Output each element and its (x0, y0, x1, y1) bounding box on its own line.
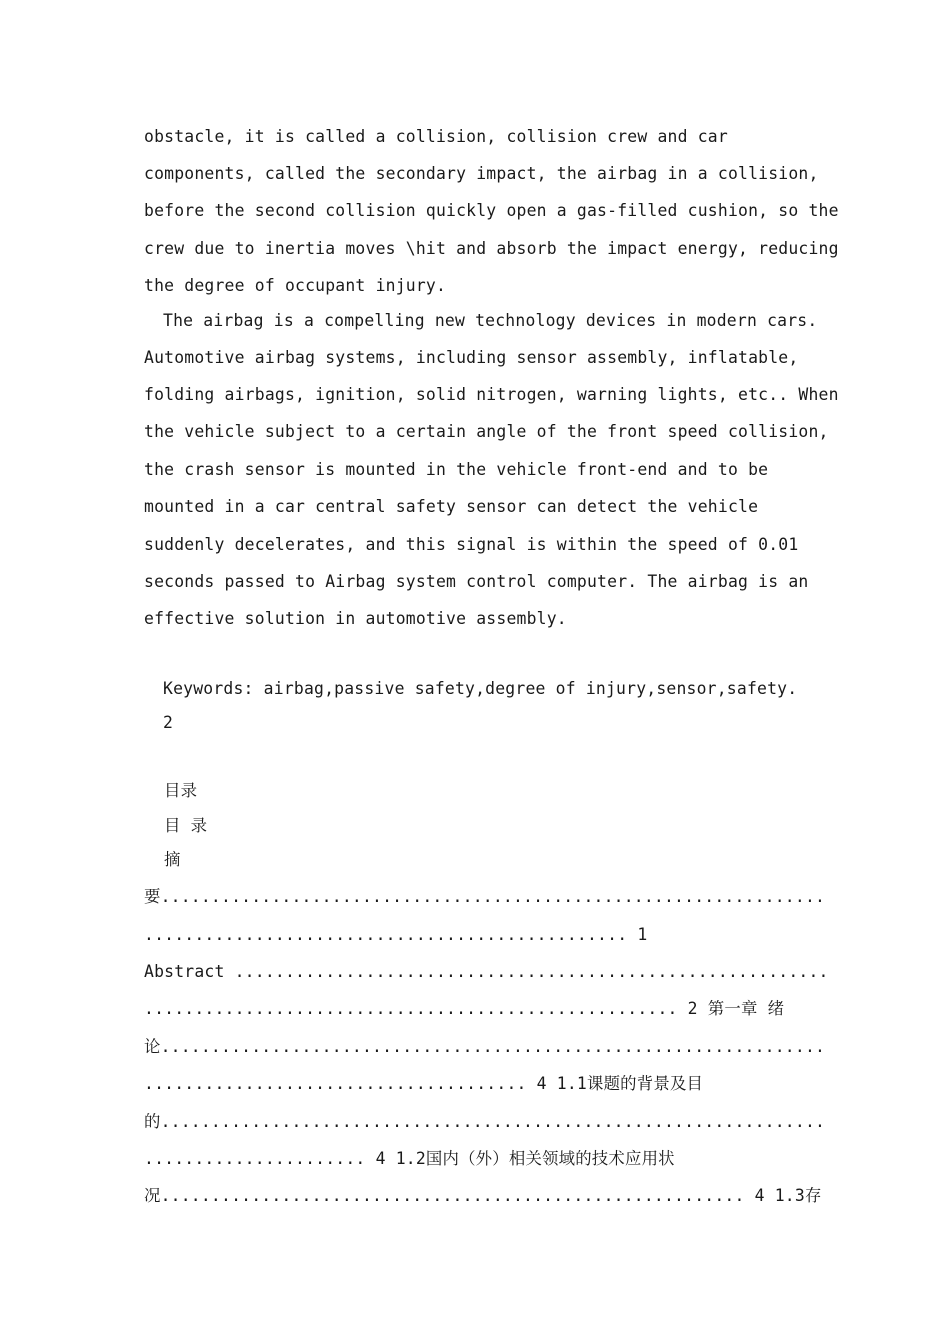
toc-entry-line: 况.......................................................... 4 1.3存 (144, 1186, 822, 1205)
keywords: Keywords: airbag,passive safety,degree of injury,sensor,safety. (163, 679, 798, 698)
toc-heading: 目录 (164, 781, 198, 800)
abstract-line: crew due to inertia moves \hit and absorb the impact energy, reducing (144, 239, 839, 258)
abstract-p2-line: the vehicle subject to a certain angle of the front speed collision, (144, 422, 829, 441)
abstract-line: the degree of occupant injury. (144, 276, 447, 295)
toc-entry-line: 的.................................................................. (144, 1112, 826, 1131)
abstract-p2-line: mounted in a car central safety sensor can detect the vehicle (144, 497, 759, 516)
page-number: 2 (163, 713, 174, 732)
abstract-line: components, called the secondary impact, the airbag in a collision, (144, 164, 819, 183)
toc-entry-line: 摘 (164, 850, 181, 869)
toc-entry-line: 要.................................................................. (144, 887, 826, 906)
abstract-p2-line: suddenly decelerates, and this signal is within the speed of 0.01 (144, 535, 799, 554)
toc-heading: 目 录 (164, 816, 208, 835)
toc-entry-line: Abstract ........................................................... (144, 962, 829, 981)
abstract-p2-line: the crash sensor is mounted in the vehicle front-end and to be (144, 460, 769, 479)
toc-entry-line: 论.................................................................. (144, 1037, 826, 1056)
abstract-line: before the second collision quickly open a gas-filled cushion, so the (144, 201, 839, 220)
toc-entry-line: ...................................... 4 1.1课题的背景及目 (144, 1074, 704, 1093)
abstract-p2-line: seconds passed to Airbag system control computer. The airbag is an (144, 572, 809, 591)
toc-entry-line: ................................................ 1 (144, 925, 648, 944)
abstract-line: obstacle, it is called a collision, collision crew and car (144, 127, 728, 146)
abstract-p2-line: Automotive airbag systems, including sensor assembly, inflatable, (144, 348, 799, 367)
abstract-p2-line: effective solution in automotive assembly. (144, 609, 567, 628)
toc-entry-line: ...................... 4 1.2国内（外）相关领域的技术应用状 (144, 1149, 675, 1168)
abstract-p2-line: The airbag is a compelling new technology devices in modern cars. (163, 311, 818, 330)
toc-entry-line: ..................................................... 2 第一章 绪 (144, 999, 785, 1018)
abstract-p2-line: folding airbags, ignition, solid nitrogen, warning lights, etc.. When (144, 385, 839, 404)
